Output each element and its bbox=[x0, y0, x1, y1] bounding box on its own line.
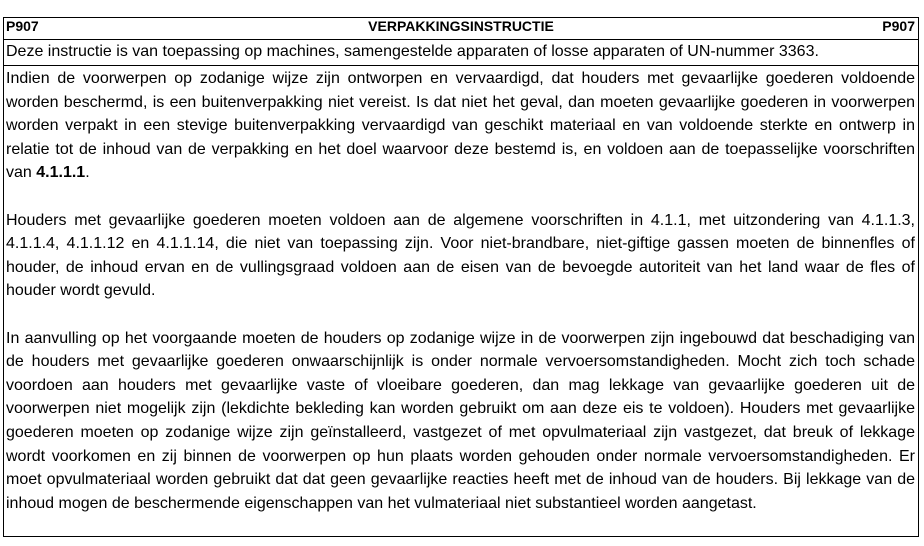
paragraph-text: Indien de voorwerpen op zodanige wijze zijn ontworpen en vervaardigd, dat houders met gevaarlijke goederen voldoende worden beschermd, is een buitenverpakking niet vereist. Is dat niet het geval, dan moeten gevaarlijke goederen in voorwerpen worden verpakt in een stevige buitenverpakking vervaardigd van geschikt materiaal en van voldoende sterkte en ontwerp in relatie tot de inhoud van de verpakking en het doel waarvoor deze bestemd is, en voldoen aan de toepasselijke voorschriften van bbox=[6, 70, 915, 182]
instruction-code-left: P907 bbox=[6, 18, 39, 34]
paragraph-receptacles: Houders met gevaarlijke goederen moeten voldoen aan de algemene voorschriften in 4.1.1, met uitzondering van 4.1.1.3, 4.1.1.4, 4.1.1.12 en 4.1.1.14, die niet van toepassing zijn. Voor niet-brandbare, niet-giftige gassen moeten de binnenfles of houder, de inhoud ervan en de vullingsgraad voldoen aan de eisen van de bevoegde autoriteit van het land waar de fles of houder wordt gevuld. bbox=[6, 211, 915, 300]
instruction-code-right: P907 bbox=[882, 18, 915, 34]
table-header bbox=[3, 17, 919, 39]
paragraph-installation: In aanvulling op het voorgaande moeten de houders op zodanige wijze in de voorwerpen zijn ingebouwd dat beschadiging van de houders met gevaarlijke goederen onwaarschijnlijk is onder normale vervoersomstandigheden. Mocht zich toch schade voordoen aan houders met gevaarlijke vaste of vloeibare goederen, dan mag lekkage van gevaarlijke goederen uit de voorwerpen niet mogelijk zijn (lekdichte bekleding kan worden gebruikt om aan deze eis te voldoen). Houders met gevaarlijke goederen moeten op zodanige wijze zijn geïnstalleerd, vastgezet of met opvulmateriaal zijn vastgezet, dat breuk of lekkage wordt voorkomen en zij binnen de voorwerpen op hun plaats worden gehouden onder normale vervoersomstandigheden. Er moet opvulmateriaal worden gebruikt dat dat geen gevaarlijke reacties heeft met de inhoud van de houders. Bij lekkage van de inhoud mogen de beschermende eigenschappen van het vulmateriaal niet substantieel worden aangetast. bbox=[6, 329, 915, 512]
section-reference: 4.1.1.1 bbox=[36, 164, 86, 182]
paragraph-tail: . bbox=[85, 164, 90, 182]
instruction-body bbox=[6, 67, 915, 515]
scope-divider bbox=[3, 65, 919, 66]
instruction-title: VERPAKKINGSINSTRUCTIE bbox=[368, 18, 554, 34]
scope-statement: Deze instructie is van toepassing op machines, samengestelde apparaten of losse apparaten of UN-nummer 3363. bbox=[6, 43, 819, 60]
paragraph-outer-packaging bbox=[6, 67, 915, 185]
